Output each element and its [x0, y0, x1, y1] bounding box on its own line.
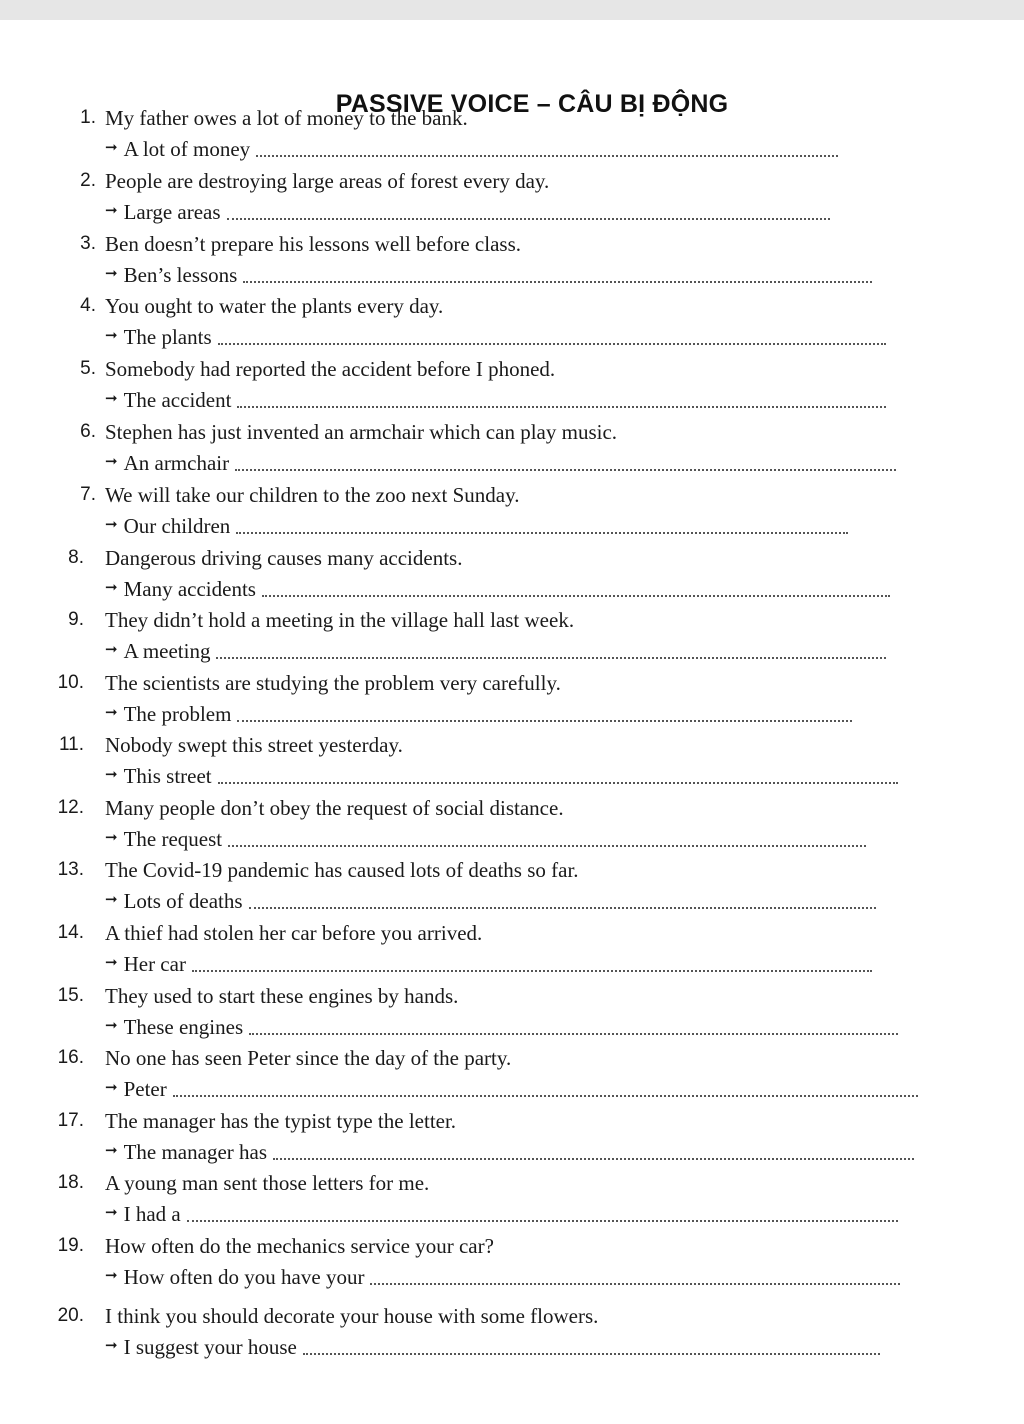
answer-blank[interactable] — [256, 155, 838, 157]
arrow-icon: ➞ — [105, 828, 118, 846]
arrow-icon: ➞ — [105, 953, 118, 971]
answer-stem: Peter — [123, 1077, 167, 1101]
arrow-icon: ➞ — [105, 703, 118, 721]
exercise-sentence: They used to start these engines by hands. — [105, 984, 459, 1008]
arrow-icon: ➞ — [105, 890, 118, 908]
arrow-icon: ➞ — [105, 578, 118, 596]
exercise-item — [0, 482, 1024, 548]
answer-line[interactable] — [105, 1334, 880, 1360]
exercise-item — [0, 1045, 1024, 1111]
exercise-number: 7. — [80, 484, 96, 505]
exercise-item — [0, 1108, 1024, 1174]
answer-stem: This street — [123, 764, 212, 788]
answer-blank[interactable] — [228, 845, 866, 847]
answer-stem: Many accidents — [123, 577, 256, 601]
exercise-sentence: A thief had stolen her car before you arrived. — [105, 921, 483, 945]
exercise-item — [0, 857, 1024, 923]
answer-blank[interactable] — [192, 970, 872, 972]
exercise-number: 18. — [57, 1172, 84, 1193]
arrow-icon: ➞ — [105, 1203, 118, 1221]
answer-line[interactable] — [105, 1264, 900, 1290]
answer-blank[interactable] — [218, 343, 886, 345]
exercise-item — [0, 795, 1024, 861]
answer-blank[interactable] — [173, 1095, 918, 1097]
arrow-icon: ➞ — [105, 640, 118, 658]
answer-stem: A meeting — [123, 639, 211, 663]
answer-blank[interactable] — [262, 595, 890, 597]
answer-line[interactable] — [105, 387, 886, 413]
arrow-icon: ➞ — [105, 452, 118, 470]
answer-stem: I had a — [123, 1202, 181, 1226]
answer-line[interactable] — [105, 951, 872, 977]
exercise-number: 2. — [80, 170, 96, 191]
exercise-sentence: We will take our children to the zoo next Sunday. — [105, 483, 520, 507]
exercise-item — [0, 732, 1024, 798]
answer-line[interactable] — [105, 763, 898, 789]
arrow-icon: ➞ — [105, 765, 118, 783]
exercise-sentence: The scientists are studying the problem very carefully. — [105, 671, 561, 695]
exercise-number: 17. — [57, 1110, 84, 1131]
answer-line[interactable] — [105, 324, 886, 350]
exercise-item — [0, 419, 1024, 485]
exercise-sentence: Nobody swept this street yesterday. — [105, 733, 403, 757]
arrow-icon: ➞ — [105, 1336, 118, 1354]
exercise-sentence: My father owes a lot of money to the bank. — [105, 106, 468, 130]
exercise-number: 9. — [68, 609, 84, 630]
answer-stem: I suggest your house — [123, 1335, 297, 1359]
answer-stem: Her car — [123, 952, 186, 976]
exercise-sentence: You ought to water the plants every day. — [105, 294, 444, 318]
answer-stem: A lot of money — [123, 137, 251, 161]
answer-stem: The plants — [123, 325, 212, 349]
arrow-icon: ➞ — [105, 1016, 118, 1034]
exercise-item — [0, 670, 1024, 736]
exercise-sentence: People are destroying large areas of forest every day. — [105, 169, 550, 193]
answer-line[interactable] — [105, 136, 838, 162]
exercise-sentence: The manager has the typist type the letter. — [105, 1109, 457, 1133]
exercise-number: 20. — [57, 1305, 84, 1326]
answer-stem: How often do you have your — [123, 1265, 365, 1289]
exercise-item — [0, 356, 1024, 422]
exercise-number: 11. — [58, 734, 84, 755]
answer-line[interactable] — [105, 1139, 914, 1165]
exercise-number: 14. — [57, 922, 84, 943]
exercise-number: 19. — [57, 1235, 84, 1256]
exercise-item — [0, 293, 1024, 359]
exercise-sentence: They didn’t hold a meeting in the village hall last week. — [105, 608, 575, 632]
answer-line[interactable] — [105, 262, 872, 288]
arrow-icon: ➞ — [105, 138, 118, 156]
answer-line[interactable] — [105, 888, 876, 914]
exercise-number: 16. — [57, 1047, 84, 1068]
arrow-icon: ➞ — [105, 515, 118, 533]
arrow-icon: ➞ — [105, 201, 118, 219]
answer-stem: Lots of deaths — [123, 889, 243, 913]
arrow-icon: ➞ — [105, 1266, 118, 1284]
exercise-sentence: A young man sent those letters for me. — [105, 1171, 430, 1195]
answer-blank[interactable] — [227, 218, 830, 220]
answer-stem: The manager has — [123, 1140, 268, 1164]
answer-blank[interactable] — [235, 469, 896, 471]
exercise-item — [0, 545, 1024, 611]
answer-stem: These engines — [123, 1015, 244, 1039]
exercise-item — [0, 168, 1024, 234]
answer-line[interactable] — [105, 701, 852, 727]
arrow-icon: ➞ — [105, 1078, 118, 1096]
exercise-item — [0, 231, 1024, 297]
answer-blank[interactable] — [249, 907, 876, 909]
answer-blank[interactable] — [237, 720, 852, 722]
arrow-icon: ➞ — [105, 389, 118, 407]
exercise-sentence: No one has seen Peter since the day of the party. — [105, 1046, 512, 1070]
arrow-icon: ➞ — [105, 1141, 118, 1159]
exercise-sentence: I think you should decorate your house with some flowers. — [105, 1304, 599, 1328]
answer-line[interactable] — [105, 826, 866, 852]
answer-stem: The problem — [123, 702, 232, 726]
answer-stem: Large areas — [123, 200, 221, 224]
exercise-sentence: Dangerous driving causes many accidents. — [105, 546, 463, 570]
exercise-sentence: Somebody had reported the accident before I phoned. — [105, 357, 556, 381]
answer-line[interactable] — [105, 576, 890, 602]
exercise-item — [0, 983, 1024, 1049]
exercise-item — [0, 105, 1024, 171]
exercise-number: 8. — [68, 547, 84, 568]
exercise-number: 13. — [57, 859, 84, 880]
answer-line[interactable] — [105, 1014, 898, 1040]
arrow-icon: ➞ — [105, 264, 118, 282]
exercise-item — [0, 920, 1024, 986]
answer-blank[interactable] — [243, 281, 872, 283]
exercise-number: 15. — [57, 985, 84, 1006]
exercise-number: 12. — [57, 797, 84, 818]
exercise-number: 1. — [80, 107, 96, 128]
answer-blank[interactable] — [370, 1283, 900, 1285]
exercise-item — [0, 1233, 1024, 1299]
answer-blank[interactable] — [216, 657, 886, 659]
exercise-item — [0, 1170, 1024, 1236]
exercise-sentence: How often do the mechanics service your car? — [105, 1234, 494, 1258]
exercise-number: 4. — [80, 295, 96, 316]
answer-blank[interactable] — [218, 782, 898, 784]
answer-stem: An armchair — [123, 451, 230, 475]
answer-blank[interactable] — [273, 1158, 914, 1160]
exercise-sentence: The Covid-19 pandemic has caused lots of deaths so far. — [105, 858, 579, 882]
top-bar — [0, 0, 1024, 20]
answer-stem: Our children — [123, 514, 231, 538]
answer-stem: The request — [123, 827, 223, 851]
exercise-sentence: Stephen has just invented an armchair which can play music. — [105, 420, 618, 444]
page-title: PASSIVE VOICE – CÂU BỊ ĐỘNG — [335, 90, 729, 118]
answer-stem: Ben’s lessons — [123, 263, 238, 287]
answer-line[interactable] — [105, 199, 830, 225]
answer-stem: The accident — [123, 388, 232, 412]
exercise-number: 6. — [80, 421, 96, 442]
answer-line[interactable] — [105, 450, 896, 476]
answer-blank[interactable] — [236, 532, 848, 534]
arrow-icon: ➞ — [105, 326, 118, 344]
exercise-item — [0, 607, 1024, 673]
answer-line[interactable] — [105, 1076, 918, 1102]
answer-line[interactable] — [105, 513, 848, 539]
exercise-sentence: Many people don’t obey the request of social distance. — [105, 796, 564, 820]
exercise-number: 5. — [80, 358, 96, 379]
answer-blank[interactable] — [303, 1353, 880, 1355]
answer-blank[interactable] — [249, 1033, 898, 1035]
worksheet-page — [0, 20, 1024, 1424]
answer-line[interactable] — [105, 638, 886, 664]
answer-blank[interactable] — [237, 406, 886, 408]
exercise-number: 10. — [57, 672, 84, 693]
answer-line[interactable] — [105, 1201, 898, 1227]
exercise-item — [0, 1303, 1024, 1369]
exercise-number: 3. — [80, 233, 96, 254]
answer-blank[interactable] — [187, 1220, 898, 1222]
exercise-sentence: Ben doesn’t prepare his lessons well before class. — [105, 232, 522, 256]
